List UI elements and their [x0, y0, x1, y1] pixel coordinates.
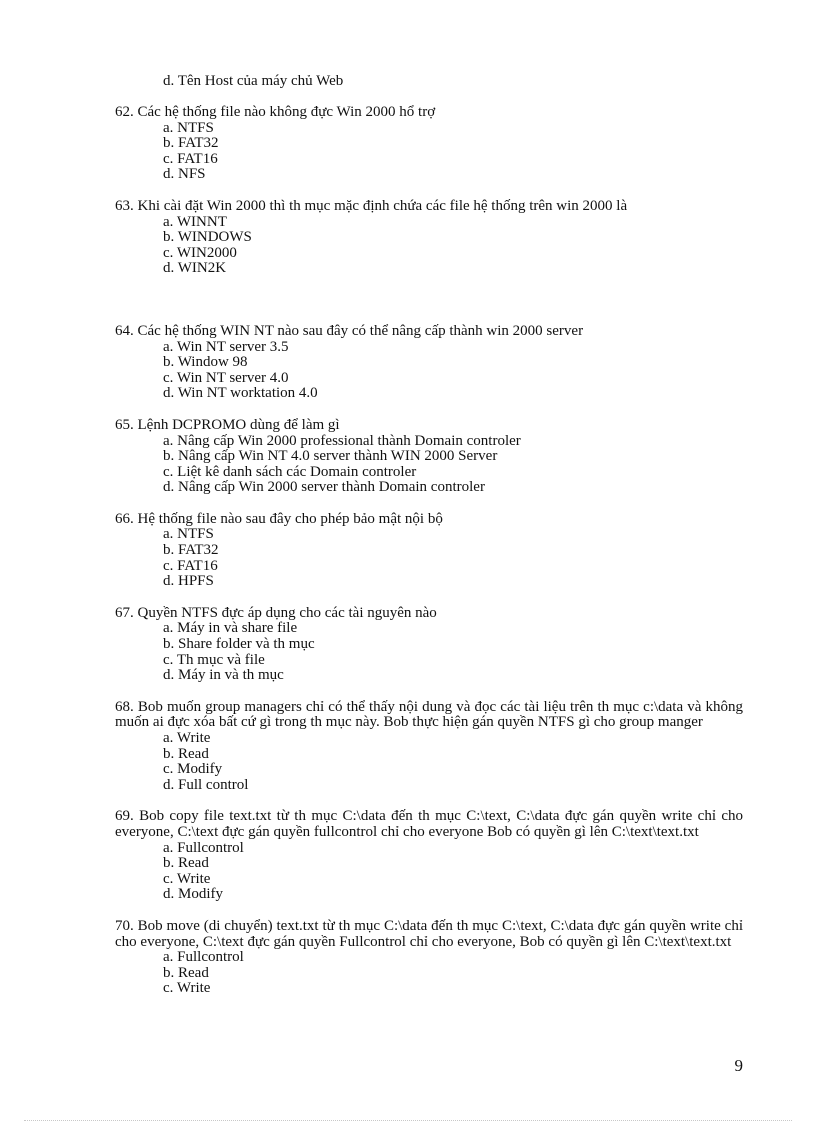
answer-option: a. Máy in và share file	[163, 620, 298, 637]
answer-option: a. Fullcontrol	[163, 839, 244, 856]
answer-option: c. Modify	[163, 761, 223, 778]
answer-option: b. Nâng cấp Win NT 4.0 server thành WIN 2000 Server	[163, 448, 498, 465]
question-text: 68. Bob muốn group managers chỉ có thể thấy nội dung và đọc các tài liệu trên th mục c:\data và không muốn ai đực xóa bất cứ gì trong th mục này. Bob thực hiện gán quyền NTFS gì cho group manger	[115, 698, 743, 731]
question-text: 70. Bob move (di chuyển) text.txt từ th mục C:\data đến th mục C:\text, C:\data đực gán quyền write chỉ cho everyone, C:\text đực gán quyền Fullcontrol chỉ cho everyone, Bob có quyền gì lên C:\text\text.txt	[115, 917, 743, 950]
answer-option: b. FAT32	[163, 542, 219, 559]
answer-option: b. Window 98	[163, 354, 248, 371]
answer-option: c. FAT16	[163, 557, 218, 574]
question-text: 69. Bob copy file text.txt từ th mục C:\data đến th mục C:\text, C:\data đực gán quyền write chỉ cho everyone, C:\text đực gán quyền fullcontrol chỉ cho everyone Bob có quyền gì lên C:\text\text.txt	[115, 808, 743, 840]
answer-option: d. HPFS	[163, 573, 214, 590]
answer-option: c. Write	[163, 980, 211, 997]
page-number: 9	[734, 1056, 743, 1075]
answer-option: c. Liệt kê danh sách các Domain controler	[163, 463, 417, 480]
answer-option: b. Read	[163, 745, 209, 762]
answer-option: d. Nâng cấp Win 2000 server thành Domain controler	[163, 479, 485, 496]
answer-option: a. Fullcontrol	[163, 949, 244, 966]
question-block	[115, 919, 743, 997]
answer-option: a. Win NT server 3.5	[163, 338, 289, 355]
answer-option: c. Th mục và file	[163, 651, 265, 668]
answer-option: d. NFS	[163, 166, 206, 183]
answer-option: d. Win NT worktation 4.0	[163, 385, 318, 402]
question-block	[115, 512, 743, 590]
question-block	[115, 199, 743, 277]
question-block	[115, 606, 743, 684]
question-block	[115, 809, 743, 903]
answer-option: c. Win NT server 4.0	[163, 369, 289, 386]
question-text: 63. Khi cài đặt Win 2000 thì th mục mặc định chứa các file hệ thống trên win 2000 là	[115, 197, 628, 214]
answer-option: b. Share folder và th mục	[163, 636, 315, 653]
answer-option: a. NTFS	[163, 119, 214, 136]
question-block	[115, 324, 743, 402]
answer-option: c. Write	[163, 870, 211, 887]
question-block	[115, 418, 743, 496]
question-text: 65. Lệnh DCPROMO dùng để làm gì	[115, 416, 340, 433]
answer-option: a. NTFS	[163, 526, 214, 543]
question-text: 64. Các hệ thống WIN NT nào sau đây có thể nâng cấp thành win 2000 server	[115, 322, 584, 339]
answer-option: b. Read	[163, 964, 209, 981]
previous-question-option: d. Tên Host của máy chủ Web	[163, 73, 344, 89]
answer-option: b. WINDOWS	[163, 229, 252, 246]
answer-option: c. WIN2000	[163, 244, 237, 261]
answer-option: d. Máy in và th mục	[163, 667, 284, 684]
question-list	[115, 105, 743, 1013]
answer-option: b. Read	[163, 855, 209, 872]
question-block	[115, 105, 743, 183]
question-block	[115, 700, 743, 794]
question-text: 67. Quyền NTFS đực áp dụng cho các tài nguyên nào	[115, 604, 437, 621]
answer-option: b. FAT32	[163, 135, 219, 152]
answer-option: a. WINNT	[163, 213, 227, 230]
answer-option: a. Write	[163, 730, 211, 746]
footer-rule	[24, 1120, 792, 1121]
answer-option: d. WIN2K	[163, 260, 227, 277]
question-text: 62. Các hệ thống file nào không đực Win 2000 hổ trợ	[115, 104, 436, 120]
answer-option: d. Modify	[163, 886, 223, 903]
question-text: 66. Hệ thống file nào sau đây cho phép bảo mật nội bộ	[115, 510, 443, 527]
answer-option: a. Nâng cấp Win 2000 professional thành Domain controler	[163, 432, 521, 449]
answer-option: d. Full control	[163, 776, 249, 793]
answer-option: c. FAT16	[163, 150, 218, 167]
